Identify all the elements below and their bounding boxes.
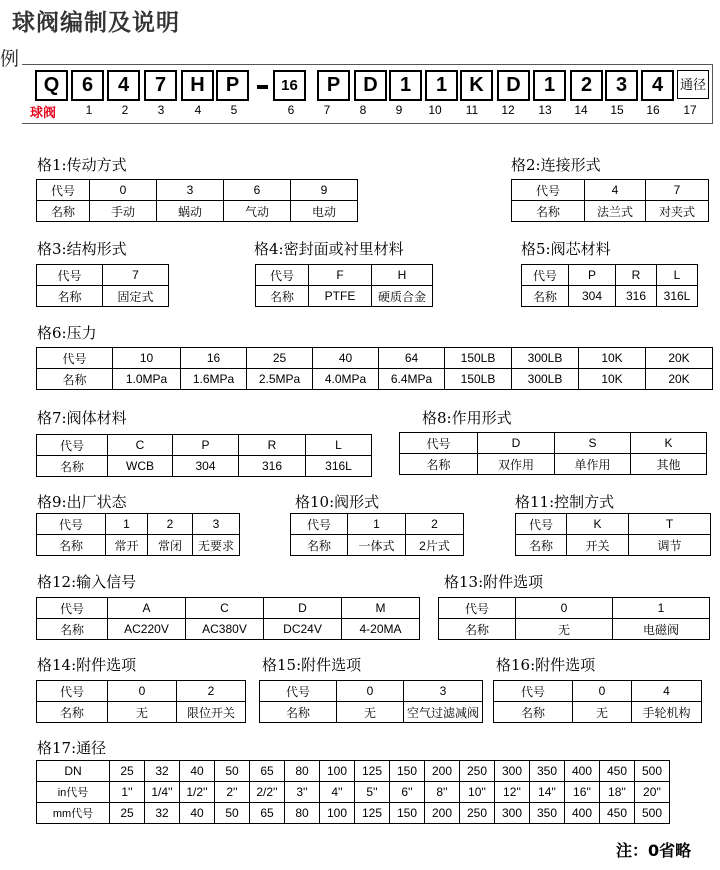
table-cell: 18'' — [600, 782, 635, 803]
table-cell: 40 — [180, 803, 215, 824]
table-cell: 250 — [460, 761, 495, 782]
t4-heading: 格4:密封面或衬里材料 — [254, 240, 404, 258]
t13-table — [438, 597, 710, 640]
table-cell: 7 — [646, 180, 709, 201]
t6-heading: 格6:压力 — [37, 324, 97, 342]
table-cell: 316 — [239, 456, 306, 477]
table-cell: 80 — [285, 803, 320, 824]
table-cell: 300LB — [512, 348, 579, 369]
t16-heading: 格16:附件选项 — [496, 656, 596, 674]
table-cell: 空气过滤减阀 — [404, 702, 483, 723]
t5-table — [521, 264, 698, 307]
table-cell: DC24V — [264, 619, 342, 640]
table-cell: 500 — [635, 761, 670, 782]
t6-table — [36, 347, 713, 390]
t12-table — [36, 597, 420, 640]
table-cell: 450 — [600, 761, 635, 782]
table-cell: 125 — [355, 761, 390, 782]
table-cell: P — [173, 435, 239, 456]
table-cell: 65 — [250, 761, 285, 782]
table-cell: K — [631, 433, 707, 454]
table-cell: R — [239, 435, 306, 456]
table-cell: 150 — [390, 761, 425, 782]
code-box-13: D — [497, 70, 530, 101]
t3-heading: 格3:结构形式 — [37, 240, 127, 258]
table-cell: 2 — [148, 514, 193, 535]
table-cell: 150 — [390, 803, 425, 824]
table-cell: 200 — [425, 803, 460, 824]
table-cell: H — [372, 265, 433, 286]
table-cell: 2/2'' — [250, 782, 285, 803]
table-row — [37, 702, 246, 723]
table-cell: L — [657, 265, 698, 286]
table-cell: D — [264, 598, 342, 619]
table-row — [256, 265, 433, 286]
t9-heading: 格9:出厂状态 — [37, 493, 127, 511]
table-cell: 电动 — [291, 201, 358, 222]
row-header-cell: 名称 — [516, 535, 567, 556]
code-box-10: 1 — [389, 70, 422, 101]
table-cell: 20K — [646, 348, 713, 369]
table-row — [37, 456, 372, 477]
table-cell: 手动 — [90, 201, 157, 222]
table-row — [37, 619, 420, 640]
table-cell: 1/2'' — [180, 782, 215, 803]
table-cell: 500 — [635, 803, 670, 824]
table-cell: 7 — [103, 265, 169, 286]
table-row — [37, 286, 169, 307]
t7-heading: 格7:阀体材料 — [37, 409, 127, 427]
table-cell: 300 — [495, 761, 530, 782]
position-number: 4 — [194, 103, 202, 117]
t1-table — [36, 179, 358, 222]
table-row — [400, 454, 707, 475]
table-cell: 400 — [565, 803, 600, 824]
table-cell: 电磁阀 — [613, 619, 710, 640]
code-box-8: P — [317, 70, 350, 101]
table-row — [37, 514, 240, 535]
table-cell: 3 — [157, 180, 224, 201]
table-cell: 2 — [406, 514, 464, 535]
row-header-cell: 代号 — [37, 681, 108, 702]
table-cell: 304 — [173, 456, 239, 477]
table-cell: 0 — [573, 681, 632, 702]
table-cell: 气动 — [224, 201, 291, 222]
code-box-11: 1 — [425, 70, 458, 101]
table-row — [516, 535, 711, 556]
row-header-cell: mm代号 — [37, 803, 110, 824]
t15-heading: 格15:附件选项 — [262, 656, 362, 674]
example-label: 例 — [0, 48, 20, 70]
row-header-cell: 代号 — [37, 348, 113, 369]
code-box-1: Q — [35, 70, 68, 101]
table-cell: 1.0MPa — [113, 369, 181, 390]
row-header-cell: DN — [37, 761, 110, 782]
code-box-5: H — [181, 70, 214, 101]
t2-heading: 格2:连接形式 — [511, 156, 601, 174]
row-header-cell: 名称 — [439, 619, 516, 640]
code-box-6: P — [216, 70, 249, 101]
table-row — [37, 782, 670, 803]
table-row — [494, 681, 702, 702]
table-cell: 0 — [516, 598, 613, 619]
table-cell: 316L — [657, 286, 698, 307]
row-header-cell: 代号 — [516, 514, 567, 535]
table-cell: L — [306, 435, 372, 456]
table-row — [291, 535, 464, 556]
row-header-cell: 代号 — [37, 180, 90, 201]
position-number: 3 — [157, 103, 165, 117]
code-box-2: 6 — [71, 70, 104, 101]
t8-heading: 格8:作用形式 — [422, 409, 512, 427]
table-cell: 一体式 — [348, 535, 406, 556]
table-cell: T — [629, 514, 711, 535]
table-cell: 150LB — [445, 348, 512, 369]
t16-table — [493, 680, 702, 723]
table-cell: 0 — [337, 681, 404, 702]
table-cell: 150LB — [445, 369, 512, 390]
t9-table — [36, 513, 240, 556]
row-header-cell: 名称 — [494, 702, 573, 723]
table-cell: 蜗动 — [157, 201, 224, 222]
row-header-cell: 代号 — [260, 681, 337, 702]
table-cell: 450 — [600, 803, 635, 824]
position-number: 10 — [428, 103, 442, 117]
table-cell: 无 — [108, 702, 177, 723]
table-row — [400, 433, 707, 454]
position-number: 7 — [323, 103, 331, 117]
table-row — [291, 514, 464, 535]
t8-table — [399, 432, 707, 475]
table-cell: 1 — [348, 514, 406, 535]
table-cell: 对夹式 — [646, 201, 709, 222]
table-cell: 8'' — [425, 782, 460, 803]
table-row — [522, 286, 698, 307]
table-row — [37, 265, 169, 286]
table-cell: D — [478, 433, 555, 454]
table-row — [37, 681, 246, 702]
table-cell: 固定式 — [103, 286, 169, 307]
table-row — [256, 286, 433, 307]
table-row — [37, 435, 372, 456]
table-cell: 300 — [495, 803, 530, 824]
table-row — [37, 348, 713, 369]
table-row — [37, 535, 240, 556]
table-cell: 100 — [320, 803, 355, 824]
ball-valve-label: 球阀 — [30, 106, 57, 121]
row-header-cell: 代号 — [256, 265, 309, 286]
table-cell: 350 — [530, 761, 565, 782]
table-cell: 200 — [425, 761, 460, 782]
position-number: 17 — [683, 103, 697, 117]
table-cell: 手轮机构 — [632, 702, 702, 723]
t17-table — [36, 760, 670, 824]
code-box-12: K — [460, 70, 493, 101]
table-cell: P — [569, 265, 616, 286]
table-cell: 单作用 — [555, 454, 631, 475]
table-cell: 4 — [585, 180, 646, 201]
table-cell: 350 — [530, 803, 565, 824]
row-header-cell: 名称 — [37, 369, 113, 390]
t1-heading: 格1:传动方式 — [37, 156, 127, 174]
table-cell: K — [567, 514, 629, 535]
table-cell: 304 — [569, 286, 616, 307]
table-cell: 10 — [113, 348, 181, 369]
code-box-15: 2 — [570, 70, 603, 101]
t11-table — [515, 513, 711, 556]
table-cell: 3'' — [285, 782, 320, 803]
code-box-17: 4 — [641, 70, 674, 101]
table-cell: 10K — [579, 369, 646, 390]
row-header-cell: 名称 — [37, 456, 108, 477]
row-header-cell: 代号 — [512, 180, 585, 201]
row-header-cell: 名称 — [512, 201, 585, 222]
row-header-cell: 名称 — [291, 535, 348, 556]
table-cell: 12'' — [495, 782, 530, 803]
table-cell: 1 — [613, 598, 710, 619]
row-header-cell: 代号 — [37, 598, 108, 619]
table-cell: 300LB — [512, 369, 579, 390]
table-cell: 法兰式 — [585, 201, 646, 222]
table-row — [494, 702, 702, 723]
table-cell: WCB — [108, 456, 173, 477]
table-cell: 2'' — [215, 782, 250, 803]
table-cell: 4 — [632, 681, 702, 702]
table-cell: 6.4MPa — [379, 369, 445, 390]
table-row — [512, 180, 709, 201]
table-cell: 65 — [250, 803, 285, 824]
t10-table — [290, 513, 464, 556]
position-number: 13 — [538, 103, 552, 117]
table-cell: 1/4'' — [145, 782, 180, 803]
table-cell: 25 — [110, 803, 145, 824]
row-header-cell: 名称 — [400, 454, 478, 475]
table-row — [512, 201, 709, 222]
table-cell: 40 — [180, 761, 215, 782]
table-cell: 16 — [181, 348, 247, 369]
table-row — [516, 514, 711, 535]
table-cell: 0 — [90, 180, 157, 201]
table-cell: 无 — [337, 702, 404, 723]
code-box-3: 4 — [107, 70, 140, 101]
table-row — [37, 180, 358, 201]
row-header-cell: 名称 — [522, 286, 569, 307]
code-box-16: 3 — [605, 70, 638, 101]
table-cell: 0 — [108, 681, 177, 702]
code-box-4: 7 — [144, 70, 177, 101]
t3-table — [36, 264, 169, 307]
table-cell: 9 — [291, 180, 358, 201]
table-cell: C — [186, 598, 264, 619]
code-box-9: D — [354, 70, 387, 101]
position-number: 5 — [230, 103, 238, 117]
table-row — [37, 803, 670, 824]
table-cell: C — [108, 435, 173, 456]
t7-table — [36, 434, 372, 477]
table-cell: 16'' — [565, 782, 600, 803]
table-row — [37, 761, 670, 782]
position-number: 2 — [121, 103, 129, 117]
t11-heading: 格11:控制方式 — [515, 493, 615, 511]
table-cell: 无 — [516, 619, 613, 640]
table-cell: 3 — [404, 681, 483, 702]
code-separator-dash — [257, 85, 268, 89]
table-cell: 10'' — [460, 782, 495, 803]
table-cell: 2片式 — [406, 535, 464, 556]
row-header-cell: 代号 — [494, 681, 573, 702]
table-cell: 20K — [646, 369, 713, 390]
table-cell: 50 — [215, 761, 250, 782]
table-row — [439, 598, 710, 619]
position-number: 14 — [574, 103, 588, 117]
table-cell: A — [108, 598, 186, 619]
row-header-cell: 名称 — [37, 201, 90, 222]
row-header-cell: 代号 — [439, 598, 516, 619]
table-cell: 125 — [355, 803, 390, 824]
table-cell: 6 — [224, 180, 291, 201]
table-cell: 2.5MPa — [247, 369, 313, 390]
row-header-cell: 名称 — [256, 286, 309, 307]
row-header-cell: 代号 — [37, 514, 106, 535]
row-header-cell: 名称 — [37, 619, 108, 640]
table-cell: F — [309, 265, 372, 286]
table-row — [37, 369, 713, 390]
table-cell: 1'' — [110, 782, 145, 803]
table-cell: 4'' — [320, 782, 355, 803]
row-header-cell: 代号 — [37, 265, 103, 286]
footnote: 注：0省略 — [616, 841, 692, 860]
table-cell: 限位开关 — [177, 702, 246, 723]
t14-heading: 格14:附件选项 — [37, 656, 137, 674]
table-cell: 1 — [106, 514, 148, 535]
table-cell: 100 — [320, 761, 355, 782]
t14-table — [36, 680, 246, 723]
position-number: 12 — [501, 103, 515, 117]
position-number: 8 — [359, 103, 367, 117]
t17-heading: 格17:通径 — [37, 739, 107, 757]
table-cell: PTFE — [309, 286, 372, 307]
table-cell: 50 — [215, 803, 250, 824]
t4-table — [255, 264, 433, 307]
table-cell: 6'' — [390, 782, 425, 803]
position-number: 11 — [465, 103, 479, 117]
table-cell: 14'' — [530, 782, 565, 803]
table-row — [260, 681, 483, 702]
row-header-cell: 名称 — [37, 286, 103, 307]
table-cell: 无 — [573, 702, 632, 723]
table-cell: 20'' — [635, 782, 670, 803]
table-cell: AC380V — [186, 619, 264, 640]
row-header-cell: 代号 — [400, 433, 478, 454]
table-row — [522, 265, 698, 286]
t15-table — [259, 680, 483, 723]
table-cell: 常开 — [106, 535, 148, 556]
page-title: 球阀编制及说明 — [12, 10, 180, 36]
table-cell: 25 — [110, 761, 145, 782]
table-cell: 64 — [379, 348, 445, 369]
table-cell: 无要求 — [193, 535, 240, 556]
table-cell: 10K — [579, 348, 646, 369]
table-cell: 25 — [247, 348, 313, 369]
table-cell: 5'' — [355, 782, 390, 803]
table-cell: R — [616, 265, 657, 286]
position-number: 16 — [646, 103, 660, 117]
position-number: 6 — [287, 103, 295, 117]
table-cell: AC220V — [108, 619, 186, 640]
table-cell: 双作用 — [478, 454, 555, 475]
row-header-cell: 名称 — [37, 702, 108, 723]
table-cell: 调节 — [629, 535, 711, 556]
table-row — [439, 619, 710, 640]
row-header-cell: 代号 — [522, 265, 569, 286]
table-cell: 250 — [460, 803, 495, 824]
table-cell: 80 — [285, 761, 320, 782]
table-cell: 2 — [177, 681, 246, 702]
table-cell: 32 — [145, 803, 180, 824]
row-header-cell: 代号 — [291, 514, 348, 535]
table-cell: M — [342, 598, 420, 619]
code-box-7: 16 — [273, 70, 306, 101]
table-row — [37, 201, 358, 222]
table-cell: 40 — [313, 348, 379, 369]
t2-table — [511, 179, 709, 222]
t13-heading: 格13:附件选项 — [444, 573, 544, 591]
code-box-14: 1 — [533, 70, 566, 101]
table-row — [37, 598, 420, 619]
row-header-cell: 名称 — [260, 702, 337, 723]
table-cell: 其他 — [631, 454, 707, 475]
table-row — [260, 702, 483, 723]
table-cell: 316 — [616, 286, 657, 307]
table-cell: S — [555, 433, 631, 454]
table-cell: 32 — [145, 761, 180, 782]
table-cell: 常闭 — [148, 535, 193, 556]
t10-heading: 格10:阀形式 — [295, 493, 380, 511]
t5-heading: 格5:阀芯材料 — [521, 240, 611, 258]
table-cell: 开关 — [567, 535, 629, 556]
table-cell: 1.6MPa — [181, 369, 247, 390]
table-cell: 硬质合金 — [372, 286, 433, 307]
table-cell: 4-20MA — [342, 619, 420, 640]
table-cell: 316L — [306, 456, 372, 477]
row-header-cell: in代号 — [37, 782, 110, 803]
position-number: 1 — [85, 103, 93, 117]
position-number: 15 — [610, 103, 624, 117]
row-header-cell: 代号 — [37, 435, 108, 456]
table-cell: 4.0MPa — [313, 369, 379, 390]
table-cell: 400 — [565, 761, 600, 782]
code-box-18: 通径 — [677, 70, 709, 99]
position-number: 9 — [395, 103, 403, 117]
table-cell: 3 — [193, 514, 240, 535]
row-header-cell: 名称 — [37, 535, 106, 556]
t12-heading: 格12:输入信号 — [37, 573, 137, 591]
